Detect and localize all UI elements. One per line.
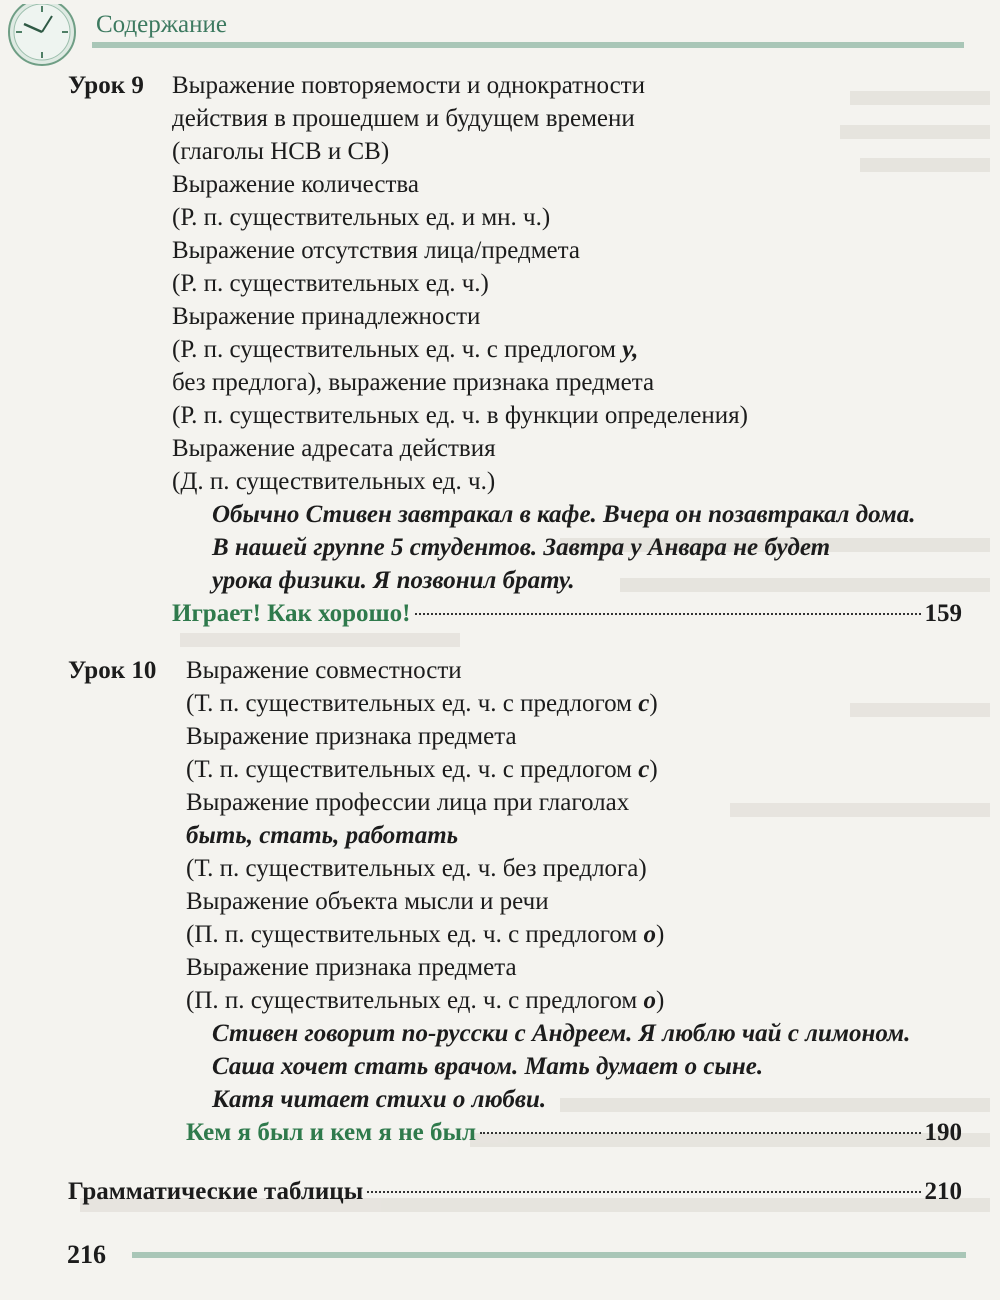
lesson-9-line: Выражение отсутствия лица/предмета — [172, 237, 580, 264]
lesson-9-line: (глаголы НСВ и СВ) — [172, 138, 390, 165]
lesson-10-line: Выражение признака предмета — [186, 723, 517, 750]
leader-dots — [415, 613, 921, 615]
reading-title: Кем я был и кем я не был — [186, 1119, 477, 1146]
lesson-9-example: В нашей группе 5 студентов. Завтра у Анвара не будет — [212, 534, 831, 561]
lesson-9-line: (Р. п. существительных ед. ч.) — [172, 270, 489, 297]
lesson-9-line: Выражение количества — [172, 171, 419, 198]
lesson-9-example: Обычно Стивен завтракал в кафе. Вчера он позавтракал дома. — [212, 501, 916, 528]
lesson-9-line: (Р. п. существительных ед. ч. в функции определения) — [172, 402, 748, 429]
lesson-10-line: (П. п. существительных ед. ч. с предлогом о) — [186, 987, 665, 1014]
lesson-10-line-verbs: быть, стать, работать — [186, 822, 459, 849]
lesson-10-line: (Т. п. существительных ед. ч. без предлога) — [186, 855, 647, 882]
lesson-10-line: (Т. п. существительных ед. ч. с предлогом с) — [186, 690, 658, 717]
lesson-10-label: Урок 10 — [68, 657, 157, 684]
lesson-9-line: действия в прошедшем и будущем времени — [172, 105, 635, 132]
lesson-10-example: Саша хочет стать врачом. Мать думает о сыне. — [212, 1053, 764, 1080]
toc-entry-reading-9[interactable] — [172, 600, 962, 628]
preposition-u: у, — [622, 336, 639, 363]
tables-title: Грамматические таблицы — [68, 1178, 364, 1205]
lesson-10-example: Стивен говорит по-русски с Андреем. Я люблю чай с лимоном. — [212, 1020, 911, 1047]
page-header-title: Содержание — [96, 11, 227, 38]
lesson-9-line: Выражение повторяемости и однократности — [172, 72, 645, 99]
leader-dots — [367, 1191, 920, 1193]
lesson-10-line: Выражение совместности — [186, 657, 462, 684]
lesson-9-line: (Р. п. существительных ед. ч. с предлогом у, — [172, 336, 639, 363]
lesson-10-example: Катя читает стихи о любви. — [212, 1086, 547, 1113]
page-number: 210 — [924, 1178, 962, 1205]
lesson-9-line: Выражение адресата действия — [172, 435, 496, 462]
header-divider — [92, 42, 964, 48]
lesson-9-line: (Р. п. существительных ед. и мн. ч.) — [172, 204, 551, 231]
lesson-9-label: Урок 9 — [68, 72, 144, 99]
page-number: 190 — [924, 1119, 962, 1146]
footer-divider — [132, 1252, 966, 1258]
lesson-10-line: Выражение признака предмета — [186, 954, 517, 981]
toc-entry-grammar-tables[interactable] — [68, 1178, 962, 1206]
reading-title: Играет! Как хорошо! — [172, 600, 411, 627]
lesson-9-line: (Д. п. существительных ед. ч.) — [172, 468, 496, 495]
lesson-10-line: Выражение объекта мысли и речи — [186, 888, 549, 915]
lesson-10-line: (П. п. существительных ед. ч. с предлогом о) — [186, 921, 665, 948]
lesson-9-line: Выражение принадлежности — [172, 303, 481, 330]
page-number: 159 — [924, 600, 962, 627]
clock-icon — [6, 4, 78, 68]
lesson-9-line: без предлога), выражение признака предмета — [172, 369, 655, 396]
lesson-9-example: урока физики. Я позвонил брату. — [212, 567, 575, 594]
toc-entry-reading-10[interactable] — [186, 1119, 962, 1147]
lesson-10-line: (Т. п. существительных ед. ч. с предлогом с) — [186, 756, 658, 783]
lesson-10-line: Выражение профессии лица при глаголах — [186, 789, 630, 816]
footer-page-number: 216 — [67, 1240, 106, 1269]
leader-dots — [480, 1132, 920, 1134]
